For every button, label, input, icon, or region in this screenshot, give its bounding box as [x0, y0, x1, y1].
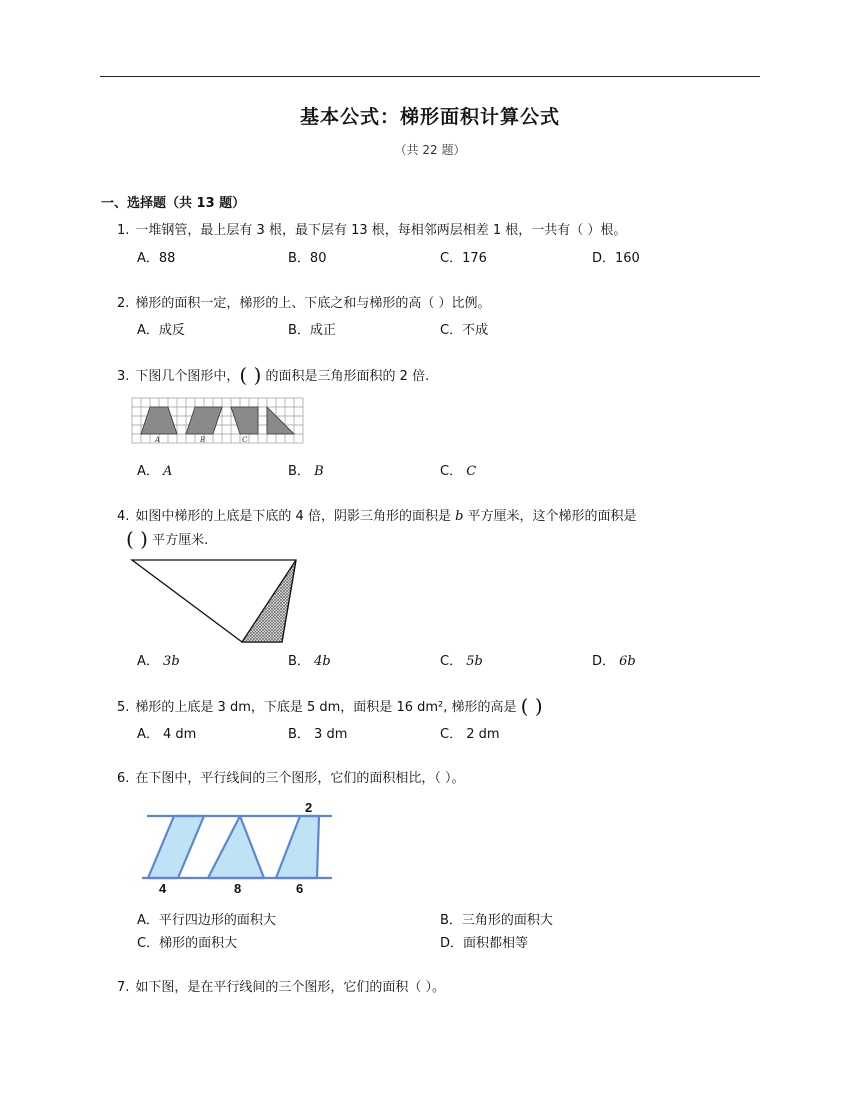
triangle-shape: [267, 407, 294, 434]
q2-option-c[interactable]: C．不成: [440, 323, 489, 338]
page-subtitle: （共 22 题）: [394, 143, 466, 157]
q5-option-b[interactable]: B． 3 dm: [288, 727, 348, 742]
question-text-cont: 平方厘米，这个梯形的面积是: [463, 509, 637, 524]
q6-parallel-figure: [142, 798, 342, 896]
answer-blank: ( ): [239, 363, 262, 387]
header-rule: [100, 76, 760, 77]
question-number: 1.: [117, 223, 130, 238]
label-bottom-8: 8: [234, 881, 242, 896]
q1-option-d[interactable]: D．160: [592, 251, 640, 266]
label-top-2: 2: [305, 800, 313, 815]
question-text: 如下图，是在平行线间的三个图形，它们的面积（ ）。: [135, 980, 446, 995]
question-7: [117, 979, 445, 997]
question-text-cont: 的面积是三角形面积的 2 倍.: [265, 369, 430, 384]
q4-option-c[interactable]: C． 5b: [440, 654, 483, 669]
question-text: 在下图中，平行线间的三个图形，它们的面积相比，（ ）。: [135, 771, 465, 786]
q6-option-a[interactable]: A．平行四边形的面积大: [137, 913, 276, 928]
q2-option-a[interactable]: A．成反: [137, 323, 185, 338]
trapezoid-shape: [276, 816, 319, 878]
question-number: 2.: [117, 296, 130, 311]
q3-option-a[interactable]: A． A: [137, 464, 173, 479]
q2-option-b[interactable]: B．成正: [288, 323, 336, 338]
page-title: 基本公式：梯形面积计算公式: [299, 106, 560, 128]
parallelogram-shape: [148, 816, 204, 878]
answer-blank: ( ): [126, 527, 148, 551]
answer-blank: ( ): [520, 694, 543, 718]
question-number: 3.: [117, 369, 130, 384]
q1-option-c[interactable]: C．176: [440, 251, 487, 266]
question-5: [117, 694, 543, 718]
parallelogram-shape: [186, 407, 222, 434]
trapezoid-shape-2: [231, 407, 258, 434]
q6-option-c[interactable]: C．梯形的面积大: [137, 936, 238, 951]
question-number: 5.: [117, 700, 130, 715]
q1-option-a[interactable]: A．88: [137, 251, 176, 266]
q4-option-a[interactable]: A． 3b: [137, 654, 180, 669]
figure-label-a: A: [155, 436, 161, 444]
trapezoid-shape: [141, 407, 177, 434]
q4-option-b[interactable]: B． 4b: [288, 654, 331, 669]
question-number: 6.: [117, 771, 130, 786]
figure-label-c: C: [242, 436, 248, 444]
question-text: 梯形的上底是 3 dm，下底是 5 dm，面积是 16 dm², 梯形的高是: [135, 700, 517, 715]
q6-option-b[interactable]: B．三角形的面积大: [440, 913, 553, 928]
question-4: [117, 508, 637, 526]
q1-option-b[interactable]: B．80: [288, 251, 327, 266]
q4-trapezoid-figure: [130, 557, 302, 647]
question-text: 如图中梯形的上底是下底的 4 倍，阴影三角形的面积是: [135, 509, 456, 524]
question-4-line-2: [126, 527, 209, 551]
q3-grid-figure: [131, 397, 305, 445]
q5-option-a[interactable]: A． 4 dm: [137, 727, 197, 742]
question-1: [117, 222, 626, 240]
label-bottom-6: 6: [296, 881, 304, 896]
variable-b: b: [455, 509, 464, 524]
q3-option-c[interactable]: C． C: [440, 464, 477, 479]
question-text: 下图几个图形中，: [135, 369, 240, 384]
question-number: 4.: [117, 509, 130, 524]
q6-option-d[interactable]: D．面积都相等: [440, 936, 529, 951]
figure-label-b: B: [200, 436, 206, 444]
section-heading: 一、选择题（共 13 题）: [101, 196, 246, 211]
question-6: [117, 770, 465, 788]
question-3: [117, 363, 430, 387]
q4-option-d[interactable]: D． 6b: [592, 654, 636, 669]
question-text: 梯形的面积一定，梯形的上、下底之和与梯形的高（ ）比例。: [135, 296, 491, 311]
triangle-shape: [208, 816, 264, 878]
question-number: 7.: [117, 980, 130, 995]
question-text: 一堆钢管，最上层有 3 根，最下层有 13 根，每相邻两层相差 1 根，一共有（ ）根。: [135, 223, 627, 238]
question-text-cont: 平方厘米.: [152, 533, 209, 548]
q3-option-b[interactable]: B． B: [288, 464, 324, 479]
question-2: [117, 295, 491, 313]
q5-option-c[interactable]: C． 2 dm: [440, 727, 500, 742]
label-bottom-4: 4: [159, 881, 167, 896]
